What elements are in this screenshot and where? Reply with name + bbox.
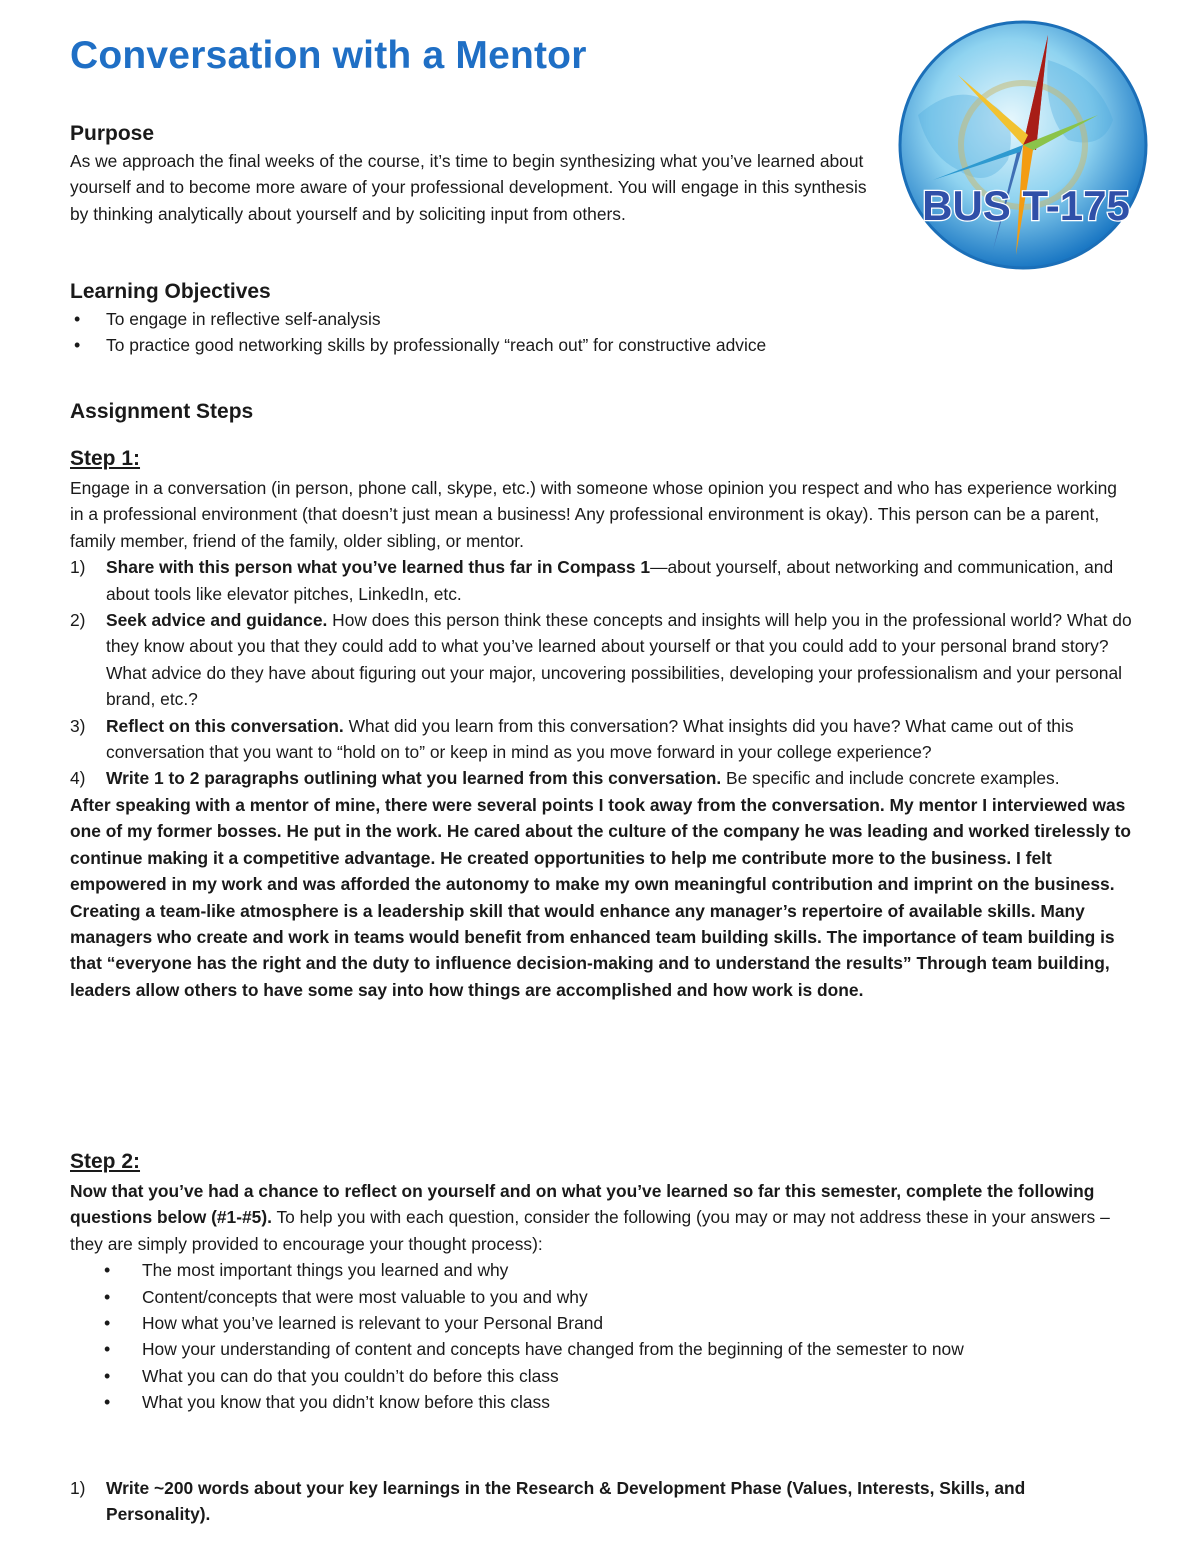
item-number: 3)	[70, 715, 86, 736]
list-item: • Content/concepts that were most valuable to you and why	[70, 1284, 1132, 1310]
step2-intro-bold: Now that you’ve had a chance to reflect on yourself and on what you’ve learned so far this semester, complete the following questions below (#1-#5).	[70, 1181, 1095, 1228]
page-title: Conversation with a Mentor	[70, 34, 587, 77]
question-list	[70, 1475, 1132, 1528]
purpose-body: As we approach the final weeks of the course, it’s time to begin synthesizing what you’ve learned about yourself and to become more aware of your professional development. You will engage in this synthesis by thinking analytically about yourself and by soliciting input from others.	[70, 151, 867, 224]
step1-answer: After speaking with a mentor of mine, there were several points I took away from the conversation. My mentor I interviewed was one of my former bosses. He put in the work. He cared about the culture of the company he was leading and worked tirelessly to continue making it a competitive advantage. He created opportunities to help me contribute more to the business. I felt empowered in my work and was afforded the autonomy to make my own meaningful contribution and imprint on the business. Creating a team-like atmosphere is a leadership skill that would enhance any manager’s repertoire of available skills. Many managers who create and work in teams would benefit from enhanced team building skills. The importance of team building is that “everyone has the right and the duty to influence decision-making and to understand the results” Through team building, leaders allow others to have some say into how things are accomplished and how work is done.	[70, 794, 1132, 1000]
assignment-section	[70, 400, 1130, 424]
item-number: 1)	[70, 1478, 86, 1498]
list-item	[70, 554, 1132, 607]
list-item	[70, 713, 1132, 766]
step1-intro: Engage in a conversation (in person, phone call, skype, etc.) with someone whose opinion you respect and who has experience working in a professional environment (that doesn’t just mean a business! Any professional environment is okay). This person can be a parent, family member, friend of the family, older sibling, or mentor.	[70, 478, 1117, 551]
step2-section	[70, 1150, 1132, 1416]
step2-bullets	[70, 1257, 1132, 1415]
item-text: How does this person think these concepts and insights will help you in the professional world? What do they know about you that they could add to what you’ve learned about yourself or that you could add to your personal brand story? What advice do they have about figuring out your major, uncovering possibilities, developing your professionalism and your personal brand, etc.?	[106, 610, 1132, 710]
step1-list	[70, 554, 1132, 792]
question-text: Write ~200 words about your key learnings in the Research & Development Phase (Values, Interests, Skills, and Personality).	[106, 1478, 1026, 1525]
question-1	[70, 1475, 1132, 1528]
list-item: • To practice good networking skills by professionally “reach out” for constructive advice	[70, 332, 1130, 358]
item-bold: Reflect on this conversation.	[106, 715, 344, 736]
list-item: • To engage in reflective self-analysis	[70, 306, 1130, 332]
step2-heading: Step 2:	[70, 1150, 141, 1173]
assignment-heading: Assignment Steps	[70, 400, 254, 423]
logo-text: BUS T-175	[922, 182, 1130, 229]
item-text: Be specific and include concrete examples.	[721, 768, 1060, 789]
item-bold: Seek advice and guidance.	[106, 610, 328, 631]
objectives-heading: Learning Objectives	[70, 280, 271, 303]
item-text: What did you learn from this conversation? What insights did you have? What came out of this conversation that you want to “hold on to” or keep in mind as you move forward in your college experience?	[106, 715, 1074, 763]
list-item: • The most important things you learned and why	[70, 1257, 1132, 1283]
item-bold: Write 1 to 2 paragraphs outlining what you learned from this conversation.	[106, 768, 722, 789]
list-item	[70, 607, 1132, 713]
step2-intro	[70, 1178, 1132, 1257]
list-item	[70, 1475, 1132, 1528]
item-bold: Share with this person what you’ve learned thus far in Compass 1	[106, 557, 651, 578]
step1-heading: Step 1:	[70, 447, 141, 470]
list-item: • How your understanding of content and concepts have changed from the beginning of the semester to now	[70, 1336, 1132, 1362]
purpose-heading: Purpose	[70, 122, 155, 145]
objectives-section	[70, 280, 1130, 359]
list-item: • What you can do that you couldn’t do before this class	[70, 1363, 1132, 1389]
purpose-section	[70, 122, 870, 227]
item-number: 4)	[70, 768, 86, 789]
step1-section	[70, 447, 1132, 1003]
list-item	[70, 765, 1132, 791]
item-number: 2)	[70, 610, 86, 631]
item-number: 1)	[70, 557, 86, 578]
list-item: • What you know that you didn’t know before this class	[70, 1389, 1132, 1415]
globe-icon	[898, 20, 1148, 270]
compass-globe-logo	[898, 20, 1148, 270]
item-text: —about yourself, about networking and communication, and about tools like elevator pitches, LinkedIn, etc.	[106, 557, 1114, 604]
list-item: • How what you’ve learned is relevant to your Personal Brand	[70, 1310, 1132, 1336]
step2-intro-rest: To help you with each question, consider the following (you may or may not address these in your answers – they are simply provided to encourage your thought process):	[70, 1207, 1110, 1254]
objectives-list	[70, 306, 1130, 359]
